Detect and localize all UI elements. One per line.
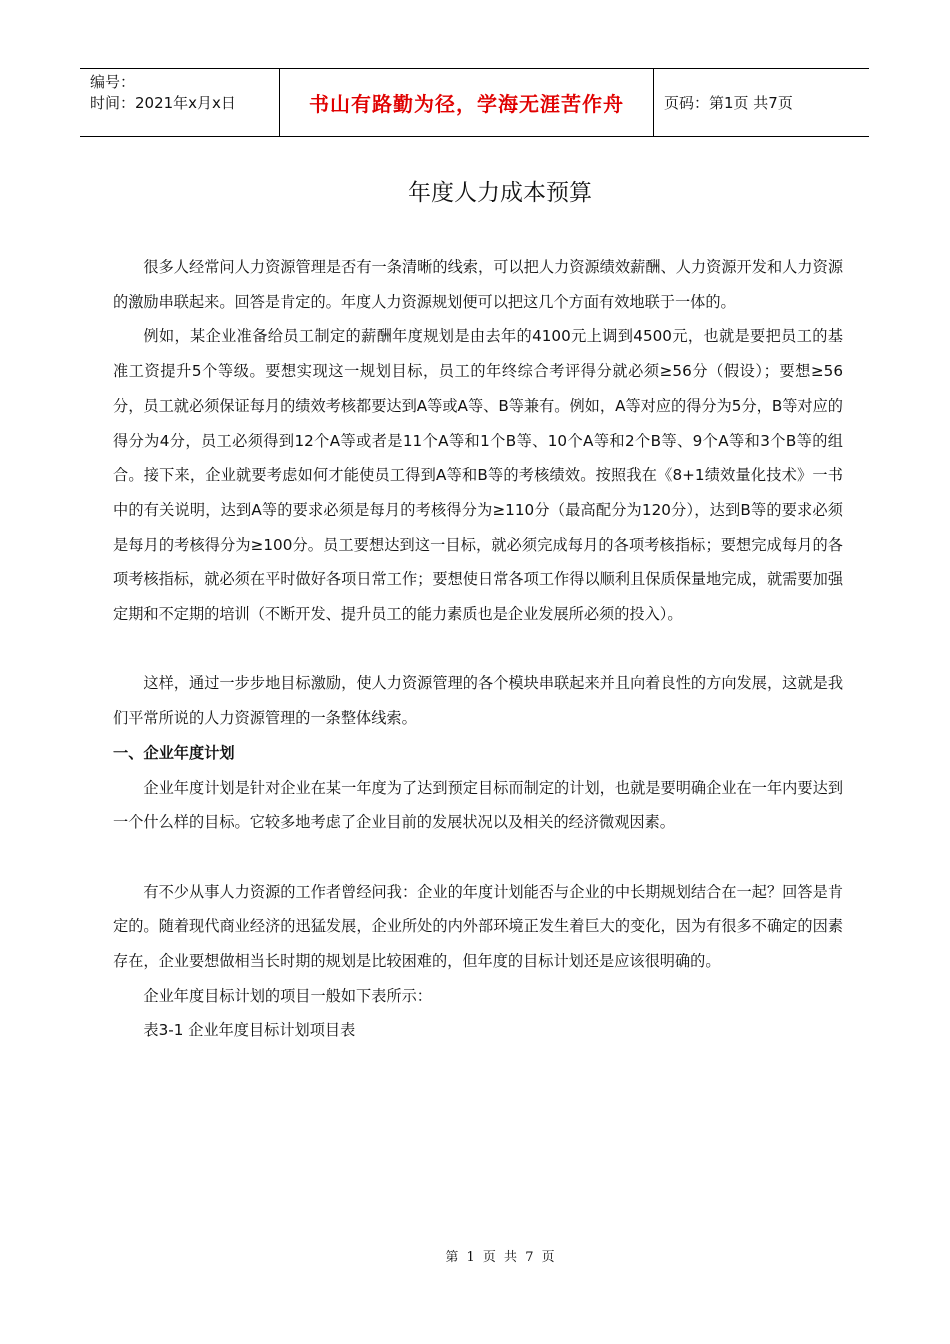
document-title: 年度人力成本预算 <box>408 180 592 206</box>
document-body <box>113 250 843 1048</box>
paragraph: 例如，某企业准备给员工制定的薪酬年度规划是由去年的4100元上调到4500元，也就是要把员工的基准工资提升5个等级。要想实现这一规划目标，员工的年终综合考评得分就必须≥56分（假设）；要想≥56分，员工就必须保证每月的绩效考核都要达到A等或A等、B等兼有。例如，A等对应的得分为5分，B等对应的得分为4分，员工必须得到12个A等或者是11个A等和1个B等、10个A等和2个B等、9个A等和3个B等的组合。接下来，企业就要考虑如何才能使员工得到A等和B等的考核绩效。按照我在《8+1绩效量化技术》一书中的有关说明，达到A等的要求必须是每月的考核得分为≥110分（最高配分为120分），达到B等的要求必须是每月的考核得分为≥100分。员工要想达到这一目标，就必须完成每月的各项考核指标；要想完成每月的各项考核指标，就必须在平时做好各项日常工作；要想使日常各项工作得以顺利且保质保量地完成，就需要加强定期和不定期的培训（不断开发、提升员工的能力素质也是企业发展所必须的投入）。 <box>113 327 843 624</box>
table-caption: 表3-1 企业年度目标计划项目表 <box>143 1021 356 1040</box>
paragraph: 有不少从事人力资源的工作者曾经问我：企业的年度计划能否与企业的中长期规划结合在一起？回答是肯定的。随着现代商业经济的迅猛发展，企业所处的内外部环境正发生着巨大的变化，因为有很多不确定的因素存在，企业要想做相当长时期的规划是比较困难的，但年度的目标计划还是应该很明确的。 <box>113 882 843 971</box>
paragraph: 很多人经常问人力资源管理是否有一条清晰的线索，可以把人力资源绩效薪酬、人力资源开发和人力资源的激励串联起来。回答是肯定的。年度人力资源规划便可以把这几个方面有效地联于一体的。 <box>113 258 843 311</box>
header-page-info: 页码：第1页 共7页 <box>664 94 793 112</box>
header-motto: 书山有路勤为径，学海无涯苦作舟 <box>280 69 654 136</box>
header-meta <box>80 69 280 136</box>
paragraph: 企业年度计划是针对企业在某一年度为了达到预定目标而制定的计划，也就是要明确企业在一年内要达到一个什么样的目标。它较多地考虑了企业目前的发展状况以及相关的经济微观因素。 <box>113 778 843 832</box>
page-header <box>80 68 869 137</box>
document-time-label: 时间：2021年x月x日 <box>90 94 236 112</box>
paragraph: 企业年度目标计划的项目一般如下表所示： <box>143 986 432 1005</box>
page-footer: 第 1 页 共 7 页 <box>445 1250 555 1265</box>
paragraph: 这样，通过一步步地目标激励，使人力资源管理的各个模块串联起来并且向着良性的方向发展，这就是我们平常所说的人力资源管理的一条整体线索。 <box>113 674 843 728</box>
document-number-label: 编号： <box>90 73 136 91</box>
section-heading: 一、企业年度计划 <box>113 743 235 762</box>
